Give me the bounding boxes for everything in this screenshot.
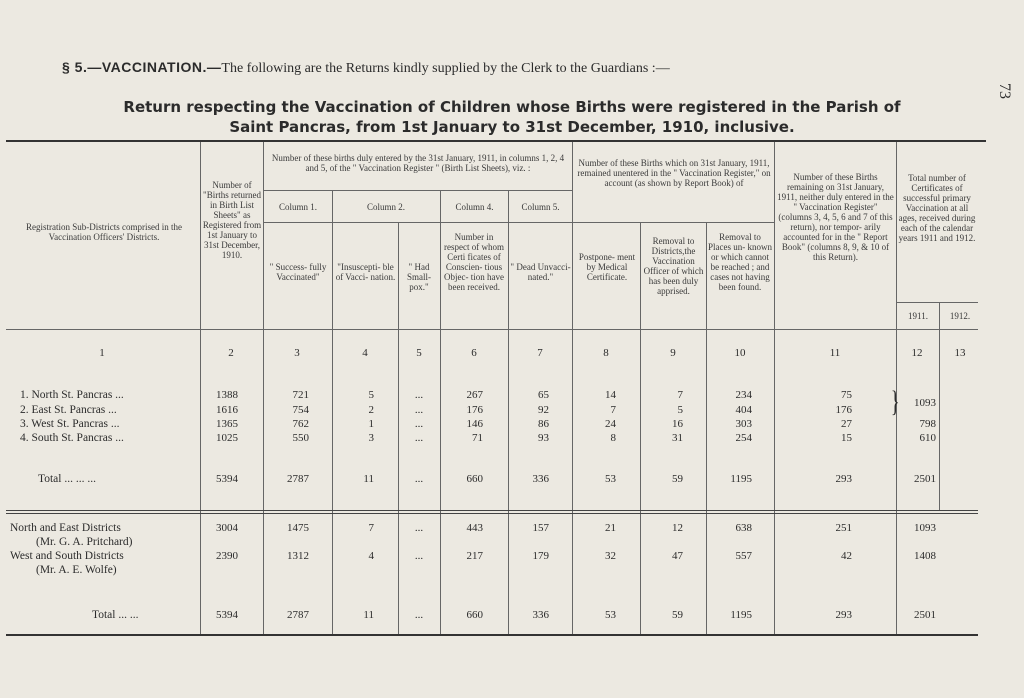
table-cell: 660 [466,609,483,621]
table-cell: 53 [605,609,616,621]
column-number: 1 [99,347,105,359]
header-rule [263,190,572,191]
header-year-1911: 1911. [908,311,928,321]
table-cell: 1475 [287,522,309,534]
col-divider [398,222,399,634]
section-text: The following are the Returns kindly supplied by the Clerk to the Guardians :— [221,61,670,76]
table-cell: ... [414,609,424,621]
table-cell: ... [414,389,424,401]
table-cell: 1025 [216,432,238,444]
row-sublabel: (Mr. A. E. Wolfe) [36,564,117,576]
header-conscientious-objection: Number in respect of whom Certi ficates of Conscien- tious Objec- tion have been received. [444,232,504,292]
col-divider [440,190,441,634]
table-cell: 15 [841,432,852,444]
table-cell: 1093 [914,397,936,409]
table-cell: 2501 [914,609,936,621]
table-cell: 3 [368,432,374,444]
table-cell: 660 [466,473,483,485]
table-cell: 92 [538,404,549,416]
table-cell: 5394 [216,473,238,485]
table-cell: 8 [610,432,616,444]
row-label: 1. North St. Pancras ... [20,389,124,401]
table-cell: 550 [292,432,309,444]
column-number: 6 [471,347,477,359]
table-cell: 404 [735,404,752,416]
table-cell: 1388 [216,389,238,401]
table-cell: 1312 [287,550,309,562]
header-column-1: Column 1. [278,202,317,212]
table-cell: 176 [466,404,483,416]
header-year-1912: 1912. [949,311,971,321]
row-label: North and East Districts [10,522,121,534]
table-cell: 176 [835,404,852,416]
section-rule [6,513,978,514]
table-cell: 5394 [216,609,238,621]
table-cell: 14 [605,389,616,401]
table-cell: 179 [532,550,549,562]
header-rule [896,302,978,303]
col-divider [939,302,940,510]
table-cell: 31 [672,432,683,444]
row-sublabel: (Mr. G. A. Pritchard) [36,536,133,548]
table-cell: 217 [466,550,483,562]
header-column-5: Column 5. [521,202,560,212]
column-number: 13 [954,347,966,359]
table-cell: 1093 [914,522,936,534]
table-cell: 2787 [287,473,309,485]
header-had-smallpox: " Had Small- pox." [407,262,431,292]
row-label: 2. East St. Pancras ... [20,404,117,416]
table-cell: 7 [677,389,683,401]
section-heading [62,59,670,77]
table-cell: 1365 [216,418,238,430]
table-cell: 59 [672,609,683,621]
table-cell: 1 [368,418,374,430]
table-cell: 557 [735,550,752,562]
table-cell: 1195 [730,473,752,485]
table-cell: 32 [605,550,616,562]
table-cell: 16 [672,418,683,430]
table-cell: 754 [292,404,309,416]
row-label: West and South Districts [10,550,124,562]
column-number: 7 [537,347,543,359]
column-number: 2 [228,347,234,359]
table-cell: 798 [919,418,936,430]
table-cell: 443 [466,522,483,534]
table-cell: 12 [672,522,683,534]
header-rule [263,222,572,223]
table-cell: 610 [919,432,936,444]
table-cell: 2 [368,404,374,416]
table-cell: 93 [538,432,549,444]
col-divider [572,142,573,634]
table-cell: 65 [538,389,549,401]
row-label: 3. West St. Pancras ... [20,418,120,430]
table-cell: 1195 [730,609,752,621]
table-cell: 24 [605,418,616,430]
table-cell: 4 [368,550,374,562]
col-divider [332,190,333,634]
table-cell: ... [414,404,424,416]
table-cell: ... [414,550,424,562]
table-cell: 75 [841,389,852,401]
table-cell: 2787 [287,609,309,621]
header-postponement: Postpone- ment by Medical Certificate. [578,252,636,282]
column-number: 4 [362,347,368,359]
table-cell: 293 [835,473,852,485]
table-cell: 157 [532,522,549,534]
header-column-4: Column 4. [455,202,494,212]
row-label: Total ... ... ... [38,473,96,485]
table-cell: 2501 [914,473,936,485]
table-cell: 1408 [914,550,936,562]
table-cell: ... [414,432,424,444]
column-number: 5 [416,347,422,359]
column-number: 11 [829,347,841,359]
table-title-line-2: Saint Pancras, from 1st January to 31st December, 1910, inclusive. [229,118,795,136]
page-number: 73 [996,83,1013,99]
table-cell: 71 [472,432,483,444]
header-group-unentered: Number of these Births which on 31st January, 1911, remained unentered in the " Vaccination Register," on account (as shown by Report Book) of [577,158,771,188]
header-rule [6,329,978,330]
brace-symbol: } [890,385,900,418]
header-insusceptible: "Insuscepti- ble of Vacci- nation. [335,262,396,282]
header-total-certificates: Total number of Certificates of successful primary Vaccination at all ages, received during each of the calendar years 1911 and 1912. [898,173,976,243]
table-cell: 146 [466,418,483,430]
header-removal-unknown: Removal to Places un- known or which cannot be reached ; and cases not having been found. [708,232,772,292]
table-top-rule [6,140,986,142]
table-cell: 254 [735,432,752,444]
row-label: Total ... ... [92,609,139,621]
table-title-line-1: Return respecting the Vaccination of Children whose Births were registered in the Parish of [123,98,901,116]
table-cell: 5 [368,389,374,401]
table-cell: 1616 [216,404,238,416]
table-cell: 267 [466,389,483,401]
col-divider [774,142,775,634]
table-cell: 638 [735,522,752,534]
table-cell: 7 [368,522,374,534]
table-cell: 2390 [216,550,238,562]
table-cell: ... [414,522,424,534]
table-cell: 27 [841,418,852,430]
table-cell: 53 [605,473,616,485]
column-number: 8 [603,347,609,359]
row-label: 4. South St. Pancras ... [20,432,124,444]
column-number: 3 [294,347,300,359]
header-column-2: Column 2. [366,202,405,212]
table-cell: 234 [735,389,752,401]
header-dead-unvaccinated: " Dead Unvacci- nated." [510,262,571,282]
header-successfully-vaccinated: " Success- fully Vaccinated" [269,262,327,282]
table-cell: 336 [532,473,549,485]
table-cell: 7 [610,404,616,416]
table-cell: ... [414,418,424,430]
table-cell: 11 [363,609,374,621]
table-cell: 47 [672,550,683,562]
table-cell: 303 [735,418,752,430]
table-cell: 21 [605,522,616,534]
table-cell: 251 [835,522,852,534]
table-cell: 11 [363,473,374,485]
table-cell: 3004 [216,522,238,534]
header-registration-districts: Registration Sub-Districts comprised in the Vaccination Officers' Districts. [26,222,182,242]
header-rule [572,222,774,223]
header-births-returned: Number of "Births returned in Birth List Sheets" as Registered from 1st January to 31st December, 1910. [202,180,262,260]
table-cell: 5 [677,404,683,416]
table-cell: 762 [292,418,309,430]
table-cell: 721 [292,389,309,401]
header-remaining: Number of these Births remaining on 31st January, 1911, neither duly entered in the " Vaccination Register" (columns 3, 4, 5, 6 and 7 of this return), nor tempor- arily accounted for in the " Report Book" (columns 8, 9, & 10 of this Return). [777,172,894,262]
header-removal-districts: Removal to Districts,the Vaccination Officer of which has been duly apprised. [643,236,704,296]
column-number: 9 [670,347,676,359]
section-label: § 5.—VACCINATION.— [62,59,222,75]
table-cell: 42 [841,550,852,562]
table-cell: 86 [538,418,549,430]
column-number: 10 [734,347,746,359]
column-number: 12 [911,347,923,359]
table-cell: 336 [532,609,549,621]
table-bottom-rule [6,634,978,636]
table-cell: 59 [672,473,683,485]
section-rule [6,510,978,511]
table-cell: 293 [835,609,852,621]
col-divider [508,190,509,634]
col-divider [263,142,264,634]
table-cell: ... [414,473,424,485]
header-group-entered: Number of these births duly entered by the 31st January, 1911, in columns 1, 2, 4 and 5, of the " Vaccination Register " (Birth List Sheets), viz. : [271,153,565,173]
